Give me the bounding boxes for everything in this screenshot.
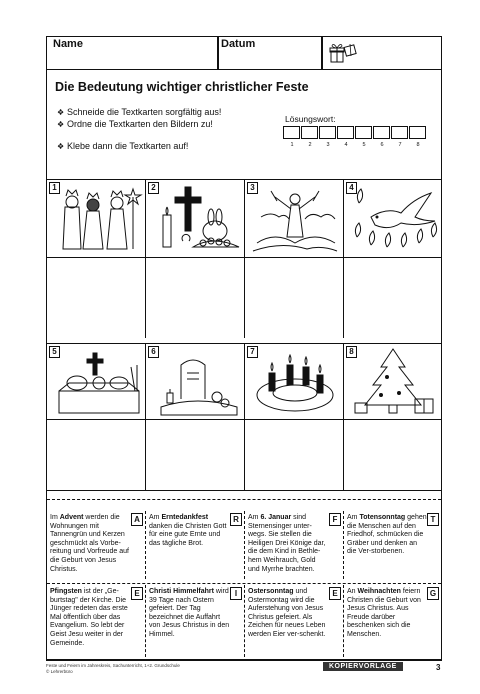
solution-box[interactable] — [373, 126, 390, 139]
solution-box[interactable] — [355, 126, 372, 139]
picture-cell-6: 6 — [146, 344, 245, 490]
picture-cell-7: 7 — [245, 344, 344, 490]
picture-cell-2: 2 — [146, 180, 245, 338]
instruction-2: ❖ Ordne die Textkarten den Bildern zu! — [57, 119, 213, 129]
easter-illustration — [153, 185, 241, 255]
text-card-r[interactable]: R Am Erntedankfest danken die Christen Gott für eine gute Ernte und das tägliche Brot. — [146, 511, 245, 579]
page-title: Die Bedeutung wichtiger christlicher Feste — [55, 80, 309, 94]
picture-cell-8: 8 — [344, 344, 443, 490]
text-card-t[interactable]: T Am Totensonntag gehen die Menschen auf den Friedhof, schmücken die Gräber und denken an die Ver-storbenen. — [344, 511, 441, 579]
pentecost-dove-illustration — [351, 187, 439, 253]
date-label: Datum — [221, 38, 256, 50]
picture-cell-1: 1 — [47, 180, 146, 338]
instruction-3: ❖ Klebe dann die Textkarten auf! — [57, 141, 189, 151]
solution-word-label: Lösungswort: — [285, 114, 336, 124]
ascension-illustration — [251, 187, 339, 253]
page-number: 3 — [436, 663, 441, 672]
footer-credits: Feste und Feiern im Jahreskreis, Sachunterricht, 1+2. Grundschule © Lehrerbüro — [46, 663, 180, 674]
text-card-g[interactable]: G An Weihnachten feiern Christen die Geburt von Jesus Christus. Aus Freude darüber beschenken sich die Menschen. — [344, 585, 441, 657]
three-kings-illustration — [55, 187, 143, 251]
instruction-1: ❖ Schneide die Textkarten sorgfältig aus! — [57, 107, 222, 117]
solution-box[interactable] — [301, 126, 318, 139]
kopiervorlage-badge: KOPIERVORLAGE — [323, 662, 403, 671]
gift-icon — [329, 41, 357, 65]
advent-wreath-illustration — [251, 351, 339, 417]
solution-box[interactable] — [283, 126, 300, 139]
text-card-f[interactable]: F Am 6. Januar sind Sternensinger unter-wegs. Sie stellen die Heiligen Drei Könige dar, die dem Kind in Bethle-hem Weihrauch, Gold und Myrrhe brachten. — [245, 511, 344, 579]
name-label: Name — [53, 38, 83, 50]
solution-numbers: 1 2 3 4 5 6 7 8 — [290, 142, 420, 148]
solution-word-boxes[interactable] — [283, 126, 427, 139]
harvest-altar-illustration — [55, 351, 143, 415]
text-card-i[interactable]: I Christi Himmelfahrt wird 39 Tage nach Ostern gefeiert. Der Tag bezeichnet die Auffahrt von Jesus Christus in den Himmel. — [146, 585, 245, 657]
picture-cell-4: 4 — [344, 180, 443, 338]
picture-cell-3: 3 — [245, 180, 344, 338]
text-card-e-ostern[interactable]: E Ostersonntag und Ostermontag wird die Auferstehung von Jesus Christus gefeiert. Als Zeichen für neues Leben werden Eier ver-schenkt. — [245, 585, 344, 657]
worksheet — [46, 36, 442, 661]
header-row — [47, 37, 441, 70]
picture-cell-5: 5 — [47, 344, 146, 490]
grave-illustration — [153, 351, 241, 417]
text-card-a[interactable]: A Im Advent werden die Wohnungen mit Tannengrün und Kerzen geschmückt als Vorbe-reitung und Vorfreude auf die Geburt von Jesus Christus. — [47, 511, 146, 579]
text-card-e-pfingsten[interactable]: E Pfingsten ist der „Ge-burtstag" der Kirche. Die Jünger redeten das erste Mal öffentlich über das Evangelium. So lebt der Geist Jesu weiter in der Gemeinde. — [47, 585, 146, 657]
solution-box[interactable] — [337, 126, 354, 139]
solution-box[interactable] — [319, 126, 336, 139]
solution-box[interactable] — [391, 126, 408, 139]
solution-box[interactable] — [409, 126, 426, 139]
christmas-tree-illustration — [351, 347, 439, 417]
